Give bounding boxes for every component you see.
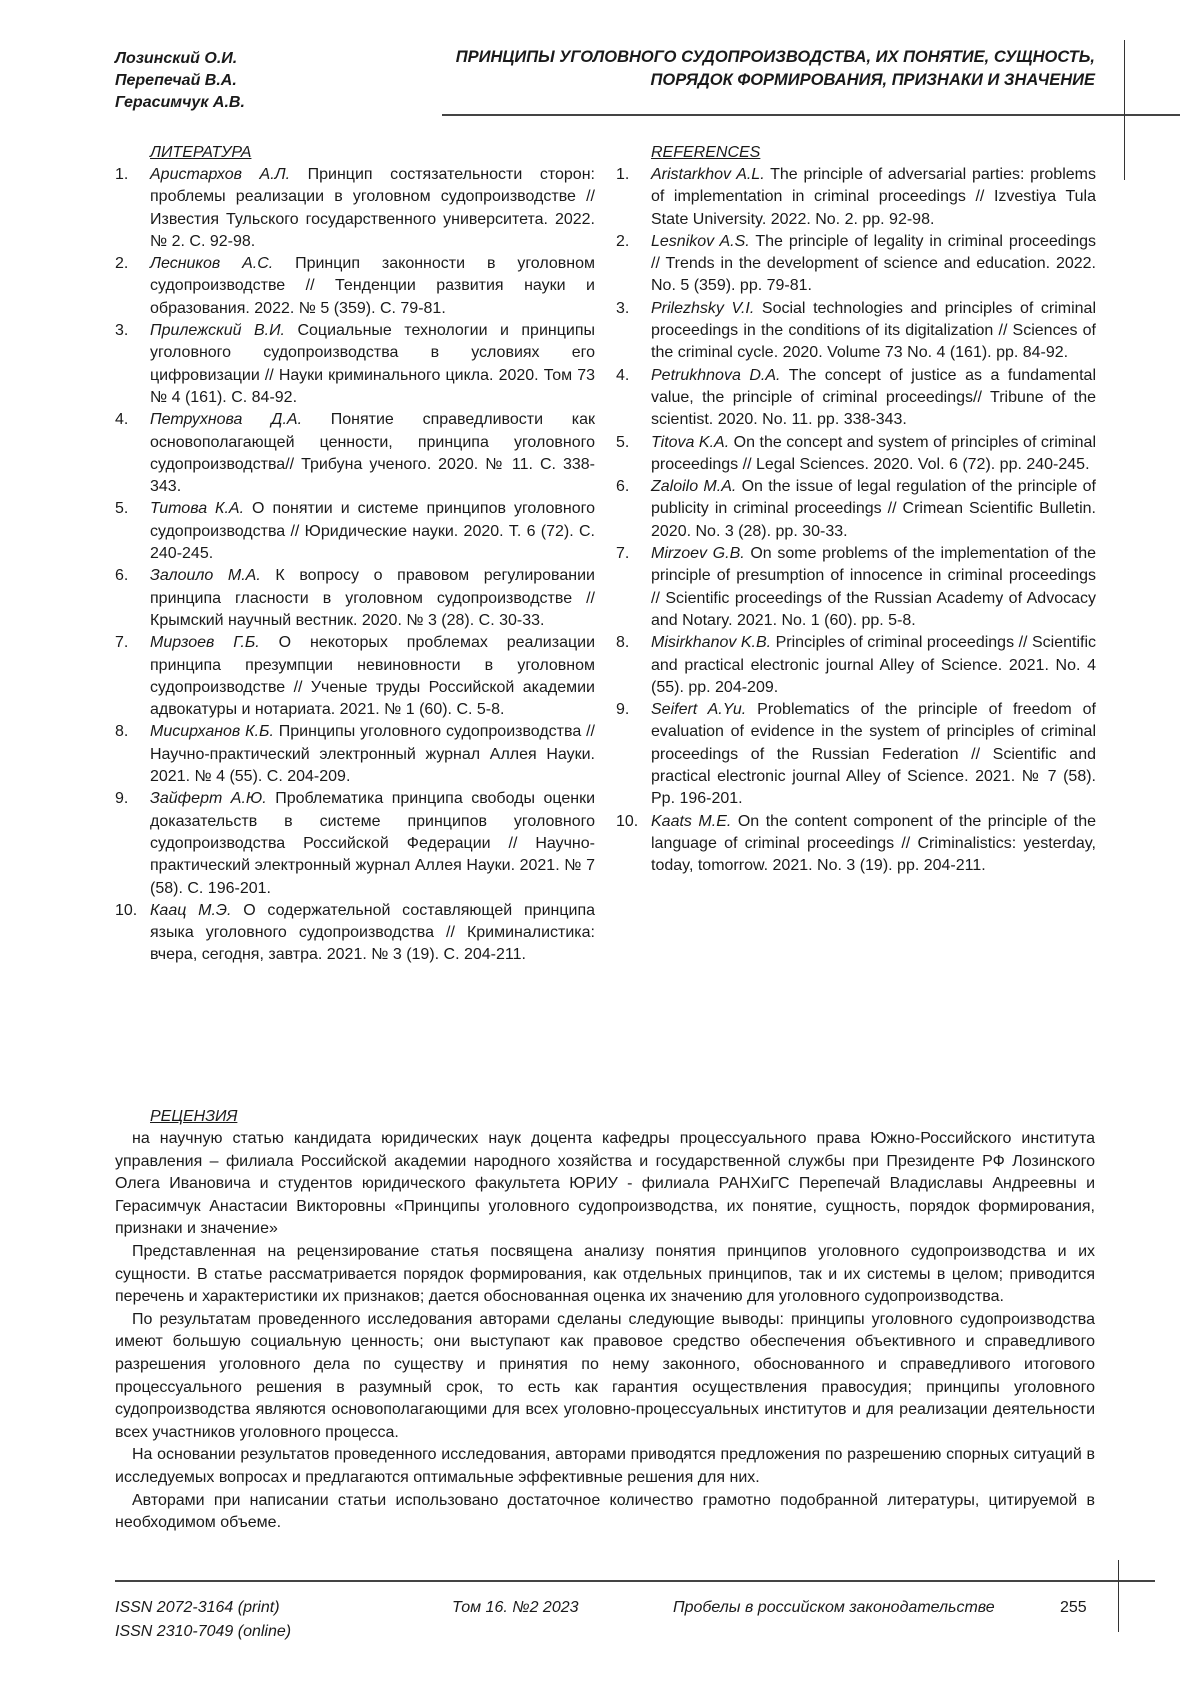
issn-online: ISSN 2310-7049 (online)	[115, 1620, 291, 1644]
reference-author: Мирзоев Г.Б.	[150, 634, 260, 651]
reference-author: Zaloilo M.A.	[651, 478, 736, 495]
reference-number: 10.	[115, 900, 150, 967]
issn-block	[115, 1596, 291, 1644]
reference-text	[150, 788, 595, 899]
journal-name: Пробелы в российском законодательстве	[673, 1596, 995, 1620]
reference-text	[651, 298, 1096, 365]
literature-heading: ЛИТЕРАТУРА	[150, 142, 595, 164]
reference-author: Misirkhanov K.B.	[651, 634, 771, 651]
reference-number: 4.	[616, 365, 651, 432]
literature-column	[115, 142, 595, 967]
reference-number: 2.	[616, 231, 651, 298]
reference-body: Проблематика принципа свободы оценки доказательств в системе принципов уголовного судопроизводства Российской Федерации // Научно-практический электронный журнал Аллея Науки. 2021. № 7 (58). С. 196-201.	[150, 790, 595, 896]
reference-body: Принцип состязательности сторон: проблемы реализации в уголовном судопроизводстве // Известия Тульского государственного университета. 2022. № 2. С. 92-98.	[150, 166, 595, 250]
reference-author: Залоило М.А.	[150, 567, 261, 584]
reference-author: Titova K.A.	[651, 434, 729, 451]
reference-item	[616, 365, 1096, 432]
reference-item	[115, 632, 595, 721]
reference-body: О содержательной составляющей принципа языка уголовного судопроизводства // Криминалистика: вчера, сегодня, завтра. 2021. № 3 (19). С. 204-211.	[150, 902, 595, 964]
reference-author: Зайферт А.Ю.	[150, 790, 267, 807]
reference-text	[150, 498, 595, 565]
document-page	[0, 0, 1200, 1697]
reference-number: 2.	[115, 253, 150, 320]
reference-item	[616, 543, 1096, 632]
reference-author: Kaats M.E.	[651, 813, 731, 830]
reference-body: On the issue of legal regulation of the principle of publicity in criminal proceedings // Crimean Scientific Bulletin. 2020. No. 3 (28). pp. 30-33.	[651, 478, 1096, 540]
reference-author: Mirzoev G.B.	[651, 545, 745, 562]
reference-author: Аристархов А.Л.	[150, 166, 290, 183]
review-paragraph: Авторами при написании статьи использовано достаточное количество грамотно подобранной литературы, цитируемой в необходимом объеме.	[115, 1490, 1095, 1535]
reference-body: О понятии и системе принципов уголовного судопроизводства // Юридические науки. 2020. Т. 6 (72). С. 240-245.	[150, 500, 595, 562]
reference-item	[115, 320, 595, 409]
reference-text	[651, 632, 1096, 699]
reference-body: Принцип законности в уголовном судопроизводстве // Тенденции развития науки и образования. 2022. № 5 (359). С. 79-81.	[150, 255, 595, 317]
reference-text	[651, 811, 1096, 878]
reference-item	[616, 699, 1096, 810]
reference-text	[651, 543, 1096, 632]
reference-text	[651, 476, 1096, 543]
reference-text	[651, 231, 1096, 298]
reference-number: 9.	[616, 699, 651, 810]
references-list	[616, 164, 1096, 878]
reference-body: Понятие справедливости как основополагающей ценности, принципа уголовного судопроизводства// Трибуна ученого. 2020. № 11. С. 338-343.	[150, 411, 595, 495]
footer-rule	[115, 1580, 1155, 1582]
reference-item	[616, 231, 1096, 298]
reference-number: 3.	[616, 298, 651, 365]
reference-author: Seifert A.Yu.	[651, 701, 746, 718]
article-title	[395, 46, 1095, 92]
reference-text	[150, 632, 595, 721]
author: Перепечай В.А.	[115, 70, 245, 92]
reference-body: О некоторых проблемах реализации принципа презумпции невиновности в уголовном судопроизводстве // Ученые труды Российской академии адвокатуры и нотариата. 2021. № 1 (60). С. 5-8.	[150, 634, 595, 718]
reference-item	[616, 476, 1096, 543]
reference-text	[150, 164, 595, 253]
reference-text	[651, 164, 1096, 231]
reference-item	[115, 409, 595, 498]
references-column	[616, 142, 1096, 878]
reference-text	[651, 365, 1096, 432]
reference-item	[115, 788, 595, 899]
header-vertical-rule	[1124, 40, 1125, 180]
reference-author: Prilezhsky V.I.	[651, 300, 754, 317]
reference-number: 5.	[115, 498, 150, 565]
reference-author: Прилежский В.И.	[150, 322, 285, 339]
reference-item	[115, 498, 595, 565]
review-paragraph: На основании результатов проведенного исследования, авторами приводятся предложения по разрешению спорных ситуаций в исследуемых вопросах и предлагаются оптимальные эффективные решения для них.	[115, 1444, 1095, 1489]
reference-body: Social technologies and principles of criminal proceedings in the conditions of its digitalization // Sciences of the criminal cycle. 2020. Volume 73 No. 4 (161). pp. 84-92.	[651, 300, 1096, 362]
reference-body: Principles of criminal proceedings // Scientific and practical electronic journal Alley of Science. 2021. No. 4 (55). pp. 204-209.	[651, 634, 1096, 696]
reference-item	[616, 811, 1096, 878]
title-line: ПРИНЦИПЫ УГОЛОВНОГО СУДОПРОИЗВОДСТВА, ИХ ПОНЯТИЕ, СУЩНОСТЬ,	[395, 46, 1095, 69]
reference-item	[115, 721, 595, 788]
reference-author: Петрухнова Д.А.	[150, 411, 302, 428]
reference-author: Мисирханов К.Б.	[150, 723, 274, 740]
reference-item	[616, 298, 1096, 365]
review-paragraph: на научную статью кандидата юридических наук доцента кафедры процессуального права Южно-Российского института управления – филиала Российской академии народного хозяйства и государственной службы при Президенте РФ Лозинского Олега Ивановича и студентов юридического факультета ЮРИУ - филиала РАНХиГС Перепечай Владиславы Андреевны и Герасимчук Анастасии Викторовны «Принципы уголовного судопроизводства, их понятие, сущность, порядок формирования, признаки и значение»	[115, 1128, 1095, 1241]
reference-text	[150, 900, 595, 967]
reference-body: On the concept and system of principles of criminal proceedings // Legal Sciences. 2020. Vol. 6 (72). pp. 240-245.	[651, 434, 1096, 473]
reference-item	[115, 565, 595, 632]
reference-number: 1.	[616, 164, 651, 231]
reference-text	[150, 253, 595, 320]
reference-text	[651, 699, 1096, 810]
reference-number: 6.	[115, 565, 150, 632]
reference-body: The principle of adversarial parties: problems of implementation in criminal proceedings // Izvestiya Tula State University. 2022. No. 2. pp. 92-98.	[651, 166, 1096, 228]
review-paragraph: По результатам проведенного исследования авторами сделаны следующие выводы: принципы уголовного судопроизводства имеют большую социальную ценность; они выступают как правовое средство обеспечения объективного и справедливого разрешения уголовного дела по существу и принятия по нему законного, обоснованного и справедливого итогового процессуального решения в разумный срок, то есть как гарантия осуществления правосудия; принципы уголовного судопроизводства являются основополагающими для всех уголовно-процессуальных институтов и для реализации деятельности всех участников уголовного процесса.	[115, 1309, 1095, 1445]
reference-number: 7.	[616, 543, 651, 632]
reference-number: 9.	[115, 788, 150, 899]
reference-item	[115, 253, 595, 320]
author: Герасимчук А.В.	[115, 92, 245, 114]
reference-author: Lesnikov A.S.	[651, 233, 750, 250]
reference-item	[616, 632, 1096, 699]
reference-author: Лесников А.С.	[150, 255, 273, 272]
reference-body: К вопросу о правовом регулировании принципа гласности в уголовном судопроизводстве // Крымский научный вестник. 2020. № 3 (28). С. 30-33.	[150, 567, 595, 629]
reference-author: Petrukhnova D.A.	[651, 367, 780, 384]
page-number: 255	[1060, 1596, 1087, 1620]
reference-number: 10.	[616, 811, 651, 878]
title-line: ПОРЯДОК ФОРМИРОВАНИЯ, ПРИЗНАКИ И ЗНАЧЕНИЕ	[395, 69, 1095, 92]
reference-number: 3.	[115, 320, 150, 409]
reference-item	[616, 164, 1096, 231]
author: Лозинский О.И.	[115, 48, 245, 70]
reference-body: The principle of legality in criminal proceedings // Trends in the development of science and education. 2022. No. 5 (359). pp. 79-81.	[651, 233, 1096, 295]
reference-body: Социальные технологии и принципы уголовного судопроизводства в условиях его цифровизации // Науки криминального цикла. 2020. Том 73 № 4 (161). С. 84-92.	[150, 322, 595, 406]
reference-number: 8.	[115, 721, 150, 788]
header-rule	[442, 114, 1180, 116]
reference-body: On some problems of the implementation of the principle of presumption of innocence in criminal proceedings // Scientific proceedings of the Russian Academy of Advocacy and Notary. 2021. No. 1 (60). pp. 5-8.	[651, 545, 1096, 629]
reference-body: Принципы уголовного судопроизводства // Научно-практический электронный журнал Аллея Науки. 2021. № 4 (55). С. 204-209.	[150, 723, 595, 785]
reference-number: 7.	[115, 632, 150, 721]
reference-item	[616, 432, 1096, 477]
reference-text	[150, 565, 595, 632]
reference-text	[150, 320, 595, 409]
reference-item	[115, 164, 595, 253]
volume-info: Том 16. №2 2023	[452, 1596, 579, 1620]
reference-body: On the content component of the principle of the language of criminal proceedings // Criminalistics: yesterday, today, tomorrow. 2021. No. 3 (19). pp. 204-211.	[651, 813, 1096, 875]
reference-author: Aristarkhov A.L.	[651, 166, 765, 183]
reference-number: 1.	[115, 164, 150, 253]
reference-number: 5.	[616, 432, 651, 477]
reference-number: 8.	[616, 632, 651, 699]
footer-vertical-rule	[1118, 1560, 1119, 1632]
reference-text	[651, 432, 1096, 477]
review-section	[115, 1106, 1095, 1535]
reference-item	[115, 900, 595, 967]
author-list	[115, 48, 245, 114]
literature-list	[115, 164, 595, 967]
reference-author: Титова К.А.	[150, 500, 244, 517]
reference-text	[150, 721, 595, 788]
reference-author: Каац М.Э.	[150, 902, 231, 919]
reference-number: 4.	[115, 409, 150, 498]
reference-number: 6.	[616, 476, 651, 543]
review-paragraph: Представленная на рецензирование статья посвящена анализу понятия принципов уголовного судопроизводства и их сущности. В статье рассматривается порядок формирования, как отдельных принципов, так и их системы в целом; приводится перечень и характеристики их признаков; дается обоснованная оценка их значению для уголовного судопроизводства.	[115, 1241, 1095, 1309]
review-heading: РЕЦЕНЗИЯ	[150, 1106, 1095, 1128]
reference-text	[150, 409, 595, 498]
reference-body: Problematics of the principle of freedom of evaluation of evidence in the system of principles of criminal proceedings of the Russian Federation // Scientific and practical electronic journal Alley of Science. 2021. № 7 (58). Pp. 196-201.	[651, 701, 1096, 807]
reference-body: The concept of justice as a fundamental value, the principle of criminal proceedings// Tribune of the scientist. 2020. No. 11. pp. 338-343.	[651, 367, 1096, 429]
references-heading: REFERENCES	[651, 142, 1096, 164]
issn-print: ISSN 2072-3164 (print)	[115, 1596, 291, 1620]
